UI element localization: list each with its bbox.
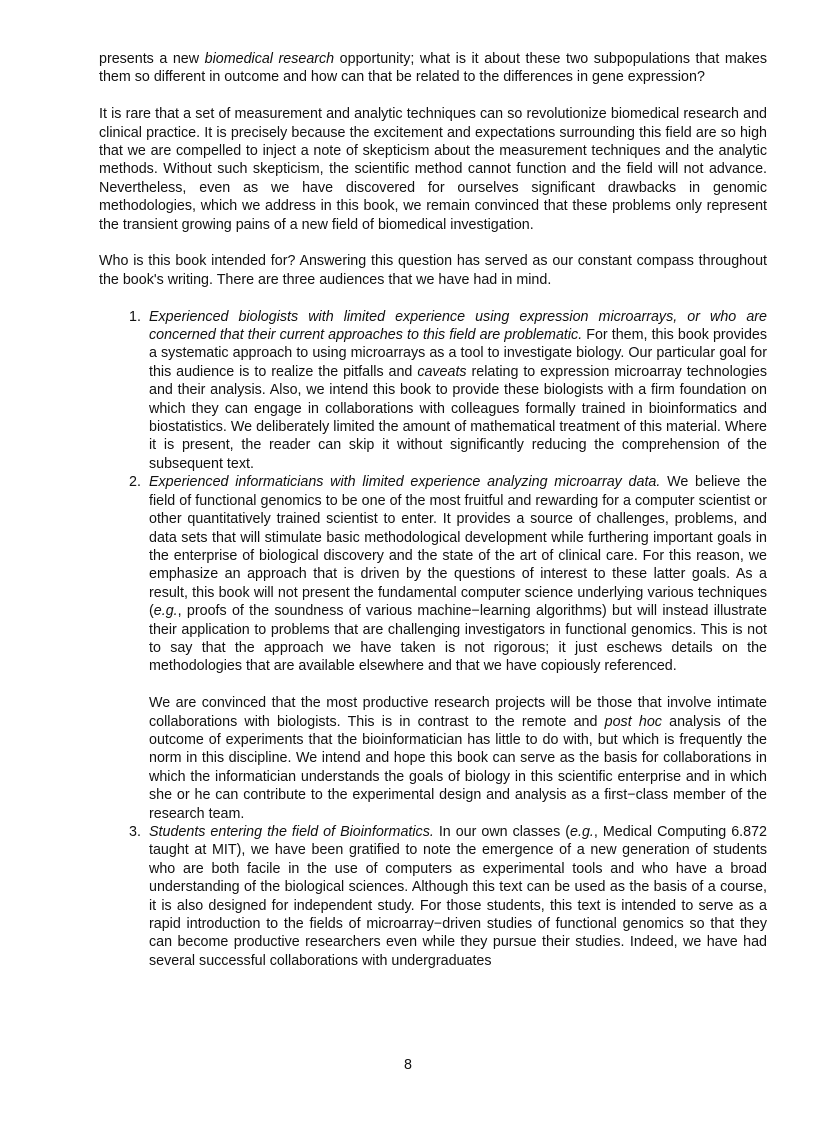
paragraph-text: opportunity; what is it about these two subpopulations that makes them so different in outcome and how can that be related to the differences in gene expression? [99, 51, 767, 86]
item-text: We are convinced that the most productive research projects will be those that involve intimate collaborations with biologists. This is in contrast to the remote and [149, 695, 767, 730]
list-item [99, 308, 767, 474]
item-text: , proofs of the soundness of various machine−learning algorithms) but will instead illustrate their application to problems that are challenging investigators in functional genomics. This is not to say that the approach we have taken is not rigorous; it just eschews details on the methodologies that are available elsewhere and that we have copiously referenced. [149, 603, 767, 675]
list-number: 3. [129, 824, 141, 840]
audience-list [99, 308, 767, 971]
item-text: , Medical Computing 6.872 taught at MIT), we have been gratified to note the emergence of a new generation of students who are both facile in the use of computers as experimental tools and who have a broad understanding of the biological sciences. Although this text can be used as the basis of a course, it is also designed for independent study. For those students, this text is intended to serve as a rapid introduction to the fields of microarray−driven studies of functional genomics so that they can become productive researchers even while they pursue their studies. Indeed, we have had several successful collaborations with undergraduates [149, 824, 767, 969]
item-heading: Experienced informaticians with limited experience analyzing microarray data. [149, 474, 661, 491]
item-text: For them, this book provides a systematic approach to using microarrays as a tool to investigate biology. Our particular goal for this audience is to realize the pitfalls and [149, 327, 767, 380]
document-page [99, 50, 767, 970]
emphasis-text: e.g. [153, 603, 178, 620]
item-text: analysis of the outcome of experiments that the bioinformatician has little to do with, but which is frequently the norm in this discipline. We intend and hope this book can serve as the basis for collaborations in which the informatician understands the goals of biology in this scientific enterprise and in which she or he can contribute to the experimental design and analysis as a first−class member of the research team. [149, 713, 767, 822]
paragraph-skepticism: It is rare that a set of measurement and analytic techniques can so revolutionize biomedical research and clinical practice. It is precisely because the excitement and expectations surrounding this field are so high that we are compelled to inject a note of skepticism about the measurement techniques and the analytic methods. Without such skepticism, the scientific method cannot function and the field will not advance. Nevertheless, even as we have discovered for ourselves significant drawbacks in genomic methodologies, which we address in this book, we remain convinced that these problems only represent the transient growing pains of a new field of biomedical investigation. [99, 106, 767, 233]
emphasis-text: biomedical research [204, 51, 335, 67]
list-item [99, 823, 767, 970]
list-item [99, 473, 767, 823]
item-text: We believe the field of functional genomics to be one of the most fruitful and rewarding for a computer scientist or other quantitatively trained scientist to enter. It provides a source of challenges, problems, and data sets that will stimulate basic methodological development while furthering important goals in the enterprise of biological discovery and the state of the art of clinical care. For this reason, we emphasize an approach that is driven by the questions of interest to these latter goals. As a result, this book will not present the fundamental computer science underlying various techniques ( [149, 474, 767, 620]
item-heading: Students entering the field of Bioinformatics. [149, 824, 434, 840]
list-number: 1. [129, 308, 141, 325]
item-text: In our own classes ( [433, 824, 571, 840]
emphasis-text: caveats [417, 363, 467, 380]
paragraph-audience: Who is this book intended for? Answering this question has served as our constant compass throughout the book's writing. There are three audiences that we have had in mind. [99, 253, 767, 288]
paragraph-intro [99, 50, 767, 87]
emphasis-text: post hoc [604, 713, 662, 730]
item-text: relating to expression microarray technologies and their analysis. Also, we intend this book to provide these biologists with a firm foundation on which they can engage in collaborations with colleagues formally trained in bioinformatics and biostatistics. We deliberately limited the amount of mathematical treatment of this material. Where it is present, the reader can skip it without significantly reducing the comprehension of the subsequent text. [149, 363, 767, 472]
list-number: 2. [129, 474, 141, 491]
paragraph-text: presents a new [99, 51, 205, 67]
item-heading: Experienced biologists with limited experience using expression microarrays, or who are concerned that their current approaches to this field are problematic. [149, 308, 767, 344]
page-number: 8 [404, 1057, 412, 1073]
emphasis-text: e.g. [570, 824, 594, 840]
item-subparagraph [149, 694, 767, 823]
